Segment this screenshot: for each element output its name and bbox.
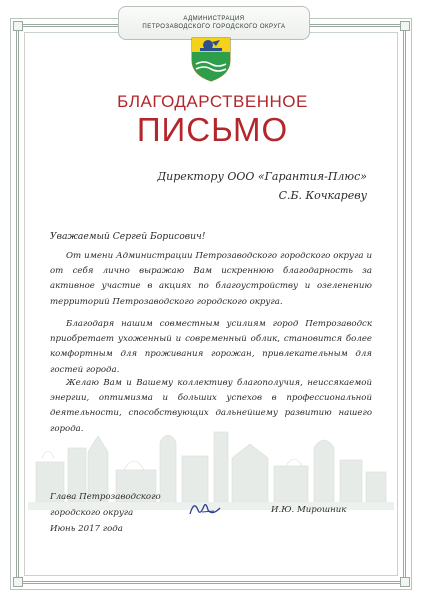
body-paragraph: От имени Администрации Петрозаводского городского округа и от себя лично выражаю Вам искреннюю благодарность за активное участие в акциях по благоустройству и озеленению территорий Петрозаводского городского округа.	[50, 251, 372, 307]
handwritten-signature	[186, 496, 226, 520]
letter-date: Июнь 2017 года	[50, 524, 123, 534]
greeting: Уважаемый Сергей Борисович!	[50, 231, 206, 242]
addressee-name: С.Б. Кочкареву	[278, 189, 367, 202]
frame-corner-ornament	[400, 21, 410, 31]
header-line-1: АДМИНИСТРАЦИЯ	[183, 16, 245, 22]
document-title-line-2: ПИСЬМО	[136, 111, 289, 148]
coat-of-arms-icon	[186, 34, 236, 82]
signer-position-line-2: городского округа	[50, 508, 134, 518]
document-title-line-1: БЛАГОДАРСТВЕННОЕ	[117, 92, 308, 111]
body-paragraph: Желаю Вам и Вашему коллективу благополучия, неиссякаемой энергии, оптимизма и больших успехов в профессиональной деятельности, способствующих дальнейшему развитию нашего города.	[50, 378, 372, 434]
signer-position-line-1: Глава Петрозаводского	[50, 492, 161, 502]
signer-name: И.Ю. Мирошник	[271, 505, 347, 515]
frame-corner-ornament	[400, 577, 410, 587]
header-line-2: ПЕТРОЗАВОДСКОГО ГОРОДСКОГО ОКРУГА	[142, 24, 286, 30]
frame-corner-ornament	[13, 577, 23, 587]
frame-corner-ornament	[13, 21, 23, 31]
addressee-position: Директору ООО «Гарантия-Плюс»	[157, 170, 367, 183]
body-paragraph: Благодаря нашим совместным усилиям город Петрозаводск приобретает ухоженный и современный облик, становится более комфортным для проживания горожан, привлекательным для гостей города.	[50, 319, 372, 375]
signer-position-block	[50, 489, 190, 537]
